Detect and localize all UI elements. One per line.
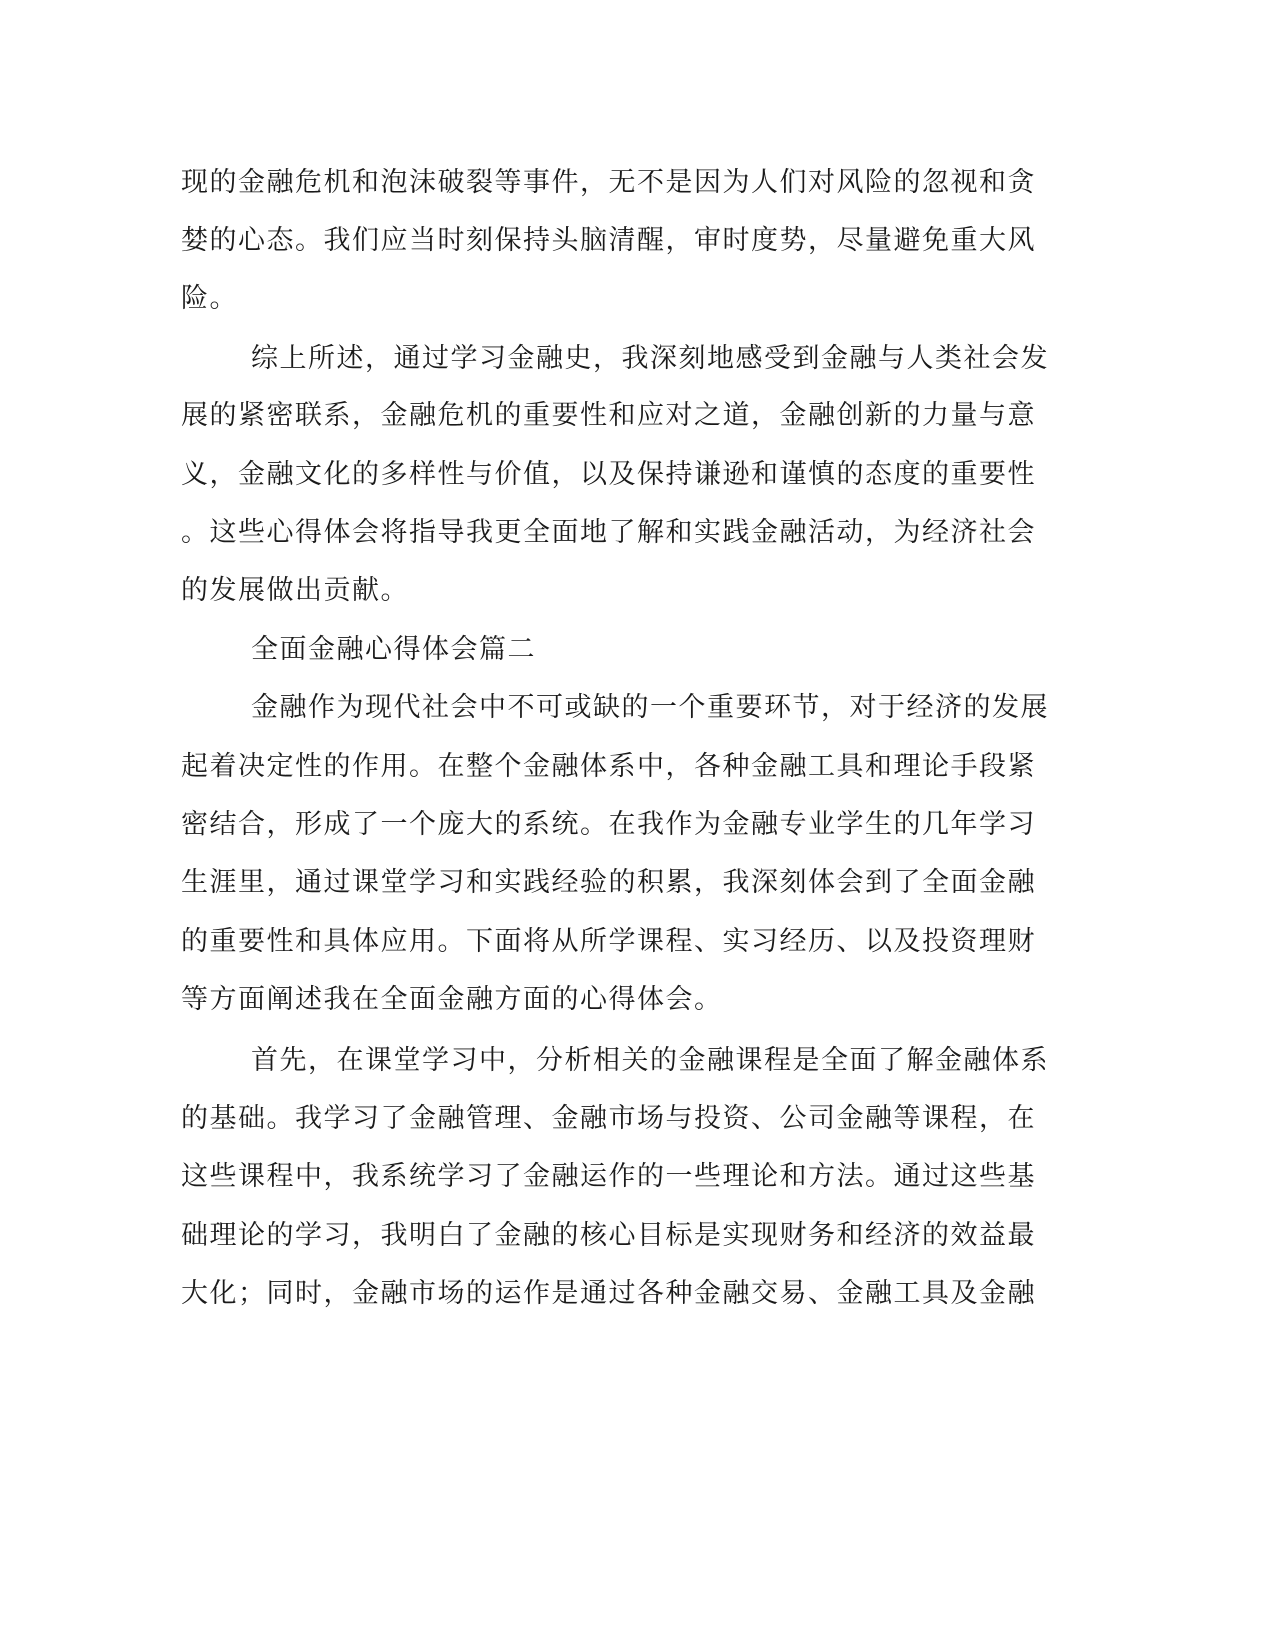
text-line: 险。 bbox=[181, 283, 238, 314]
text-line: 等方面阐述我在全面金融方面的心得体会。 bbox=[181, 984, 723, 1015]
text-line: 生涯里，通过课堂学习和实践经验的积累，我深刻体会到了全面金融 bbox=[181, 867, 1036, 898]
text-line: 综上所述，通过学习金融史，我深刻地感受到金融与人类社会发 bbox=[251, 343, 1049, 374]
text-line: 础理论的学习，我明白了金融的核心目标是实现财务和经济的效益最 bbox=[181, 1220, 1036, 1251]
text-line: 密结合，形成了一个庞大的系统。在我作为金融专业学生的几年学习 bbox=[181, 809, 1036, 840]
text-line: 。这些心得体会将指导我更全面地了解和实践金融活动，为经济社会 bbox=[181, 517, 1036, 548]
text-line: 大化；同时，金融市场的运作是通过各种金融交易、金融工具及金融 bbox=[181, 1278, 1036, 1309]
text-line: 的发展做出贡献。 bbox=[181, 575, 409, 606]
text-line: 这些课程中，我系统学习了金融运作的一些理论和方法。通过这些基 bbox=[181, 1161, 1036, 1192]
text-line: 起着决定性的作用。在整个金融体系中，各种金融工具和理论手段紧 bbox=[181, 751, 1036, 782]
text-line: 的基础。我学习了金融管理、金融市场与投资、公司金融等课程，在 bbox=[181, 1103, 1036, 1134]
text-line: 展的紧密联系，金融危机的重要性和应对之道，金融创新的力量与意 bbox=[181, 400, 1036, 431]
text-line: 现的金融危机和泡沫破裂等事件，无不是因为人们对风险的忽视和贪 bbox=[181, 167, 1036, 198]
section-heading: 全面金融心得体会篇二 bbox=[251, 634, 536, 665]
text-line: 义，金融文化的多样性与价值，以及保持谦逊和谨慎的态度的重要性 bbox=[181, 459, 1036, 490]
text-line: 的重要性和具体应用。下面将从所学课程、实习经历、以及投资理财 bbox=[181, 926, 1036, 957]
text-line: 婪的心态。我们应当时刻保持头脑清醒，审时度势，尽量避免重大风 bbox=[181, 225, 1036, 256]
text-line: 金融作为现代社会中不可或缺的一个重要环节，对于经济的发展 bbox=[251, 692, 1049, 723]
text-line: 首先，在课堂学习中，分析相关的金融课程是全面了解金融体系 bbox=[251, 1045, 1049, 1076]
